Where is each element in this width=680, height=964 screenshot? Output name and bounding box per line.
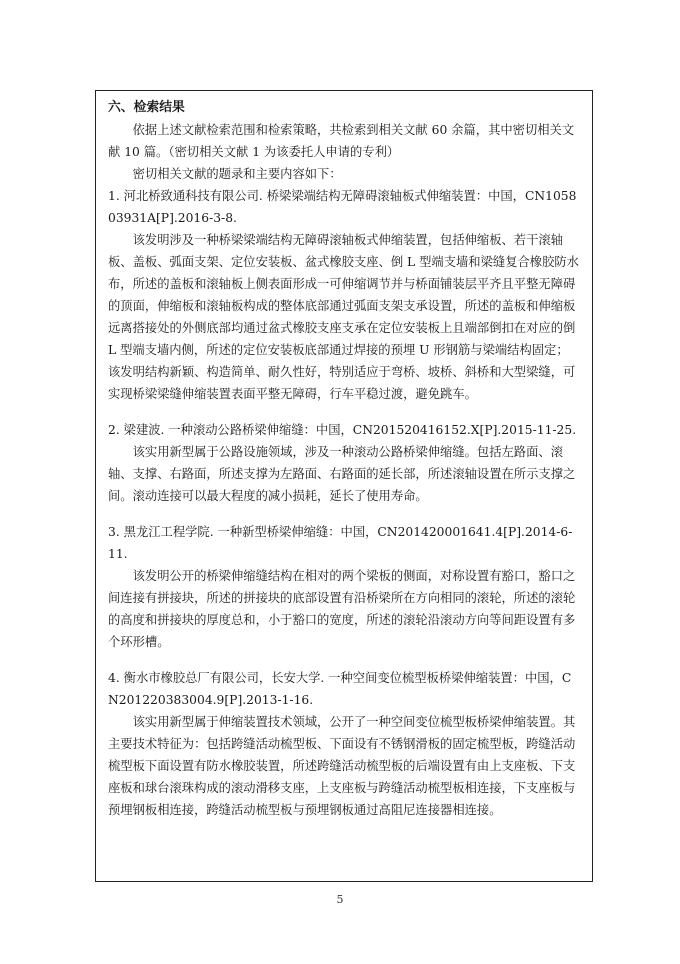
- reference-4-abstract: 该实用新型属于伸缩装置技术领域，公开了一种空间变位梳型板桥梁伸缩装置。其主要技术特征为：包括跨缝活动梳型板、下面设有不锈钢滑板的固定梳型板，跨缝活动梳型板下面设置有防水橡胶装置，所述跨缝活动梳型板的后端设置有由上支座板、下支座板和球台滚珠构成的滚动滑移支座，上支座板与跨缝活动梳型板相连接，下支座板与预埋钢板相连接，跨缝活动梳型板与预埋钢板通过高阻尼连接器相连接。: [108, 715, 576, 817]
- reference-3-abstract: 该发明公开的桥梁伸缩缝结构在相对的两个梁板的侧面，对称设置有豁口，豁口之间连接有拼接块，所述的拼接块的底部设置有沿桥梁所在方向相同的滚轮，所述的滚轮的高度和拼接块的厚度总和，小于豁口的宽度，所述的滚轮沿滚动方向等间距设置有多个环形槽。: [108, 569, 576, 649]
- reference-1-citation: 1. 河北桥致通科技有限公司. 桥梁梁端结构无障碍滚轴板式伸缩装置：中国，CN105803931A[P].2016-3-8.: [108, 189, 577, 225]
- reference-1-abstract: 该发明涉及一种桥梁梁端结构无障碍滚轴板式伸缩装置，包括伸缩板、若干滚轴板、盖板、弧面支架、定位安装板、盆式橡胶支座、倒 L 型端支墙和梁缝复合橡胶防水布，所述的盖板和滚轴板上侧表面形成一可伸缩调节并与桥面铺装层平齐且平整无障碍的顶面，伸缩板和滚轴板构成的整体底部通过弧面支架支承设置，所述的盖板和伸缩板远离搭接处的外侧底部均通过盆式橡胶支座支承在定位安装板上且端部倒扣在对应的倒 L 型端支墙内侧，所述的定位安装板底部通过焊接的预埋 U 形钢筋与梁端结构固定；该发明结构新颖、构造简单、耐久性好，特别适应于弯桥、坡桥、斜桥和大型梁缝，可实现桥梁梁缝伸缩装置表面平整无障碍，行车平稳过渡，避免跳车。: [108, 233, 579, 401]
- reference-2-abstract: 该实用新型属于公路设施领域，涉及一种滚动公路桥梁伸缩缝。包括左路面、滚轴、支撑、右路面，所述支撑为左路面、右路面的延长部，所述滚轴设置在所示支撑之间。滚动连接可以最大程度的减小损耗，延长了使用寿命。: [108, 445, 576, 503]
- references-intro: 密切相关文献的题录和主要内容如下：: [132, 167, 342, 181]
- content-frame: [95, 90, 593, 882]
- reference-3-citation: 3. 黑龙江工程学院. 一种新型桥梁伸缩缝：中国，CN201420001641.4[P].2014-6-11.: [108, 525, 573, 561]
- section-heading: 六、检索结果: [108, 100, 185, 115]
- search-summary: 依据上述文献检索范围和检索策略，共检索到相关文献 60 余篇，其中密切相关文献 10 篇。（密切相关文献 1 为该委托人申请的专利）: [108, 123, 575, 159]
- page-number: 5: [336, 893, 344, 906]
- reference-2-citation: 2. 梁建波. 一种滚动公路桥梁伸缩缝：中国，CN201520416152.X[P].2015-11-25.: [108, 423, 577, 437]
- reference-4-citation: 4. 衡水市橡胶总厂有限公司，长安大学. 一种空间变位梳型板桥梁伸缩装置：中国，CN201220383004.9[P].2013-1-16.: [108, 671, 572, 707]
